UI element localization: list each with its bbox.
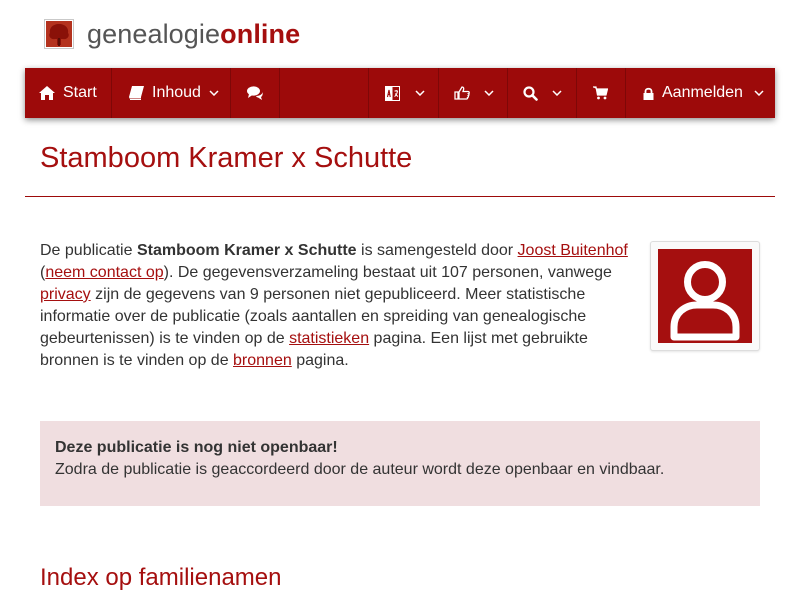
publication-name: Stamboom Kramer x Schutte — [136, 242, 357, 259]
book-icon — [129, 86, 144, 100]
nav-language[interactable] — [369, 68, 439, 118]
chevron-down-icon — [552, 90, 562, 96]
unpublished-alert — [40, 421, 760, 506]
cart-icon — [593, 86, 608, 100]
page-title: Stamboom Kramer x Schutte — [40, 142, 413, 174]
site-name — [87, 18, 300, 50]
statistics-link[interactable]: statistieken — [289, 330, 370, 347]
lock-icon — [643, 87, 654, 100]
nav-share[interactable] — [439, 68, 508, 118]
intro-text: pagina. Een lijst met gebruikte bronnen is te vinden op de — [40, 330, 588, 369]
nav-forum[interactable] — [231, 68, 280, 118]
tree-icon — [44, 19, 74, 49]
alert-title: Deze publicatie is nog niet openbaar! — [55, 439, 338, 456]
intro-text: ( — [40, 264, 46, 281]
nav-inhoud-label: Inhoud — [152, 84, 201, 101]
intro-text: De publicatie — [40, 242, 137, 259]
nav-start[interactable] — [25, 68, 112, 118]
chevron-down-icon — [415, 90, 425, 96]
nav-login[interactable] — [626, 68, 775, 118]
thumbs-up-icon — [454, 86, 470, 100]
nav-inhoud[interactable] — [112, 68, 231, 118]
site-name-part2: online — [220, 19, 301, 49]
nav-search[interactable] — [508, 68, 577, 118]
contact-link[interactable]: neem contact op — [45, 264, 164, 281]
user-icon — [658, 249, 752, 343]
sources-link[interactable]: bronnen — [233, 352, 292, 369]
home-icon — [39, 86, 55, 100]
publication-intro — [40, 240, 630, 372]
title-divider — [25, 196, 775, 197]
nav-spacer — [280, 68, 369, 118]
intro-text: pagina. — [291, 352, 349, 369]
alert-body: Zodra de publicatie is geaccordeerd door de auteur wordt deze openbaar en vindbaar. — [55, 461, 665, 478]
surname-index-heading: Index op familienamen — [40, 564, 282, 591]
chevron-down-icon — [754, 90, 764, 96]
chevron-down-icon — [209, 90, 219, 96]
nav-start-label: Start — [63, 84, 97, 101]
search-icon — [523, 86, 538, 101]
author-avatar[interactable] — [650, 241, 760, 351]
author-link[interactable]: Joost Buitenhof — [517, 242, 628, 259]
site-name-part1: genealogie — [87, 19, 221, 49]
main-navbar — [25, 68, 775, 118]
language-icon — [385, 86, 400, 101]
chat-icon — [247, 86, 263, 100]
site-brand[interactable] — [44, 18, 300, 50]
intro-text: ). De gegevensverzameling bestaat uit 107 personen, vanwege — [163, 264, 612, 281]
intro-text: zijn de gegevens van 9 personen niet gepubliceerd. Meer statistische informatie over de publicatie (zoals aantallen en spreiding van genealogische gebeurtenissen) is te vinden op de — [40, 286, 587, 347]
privacy-link[interactable]: privacy — [40, 286, 91, 303]
nav-login-label: Aanmelden — [662, 84, 743, 101]
intro-text: is samengesteld door — [356, 242, 518, 259]
chevron-down-icon — [484, 90, 494, 96]
nav-cart[interactable] — [577, 68, 626, 118]
